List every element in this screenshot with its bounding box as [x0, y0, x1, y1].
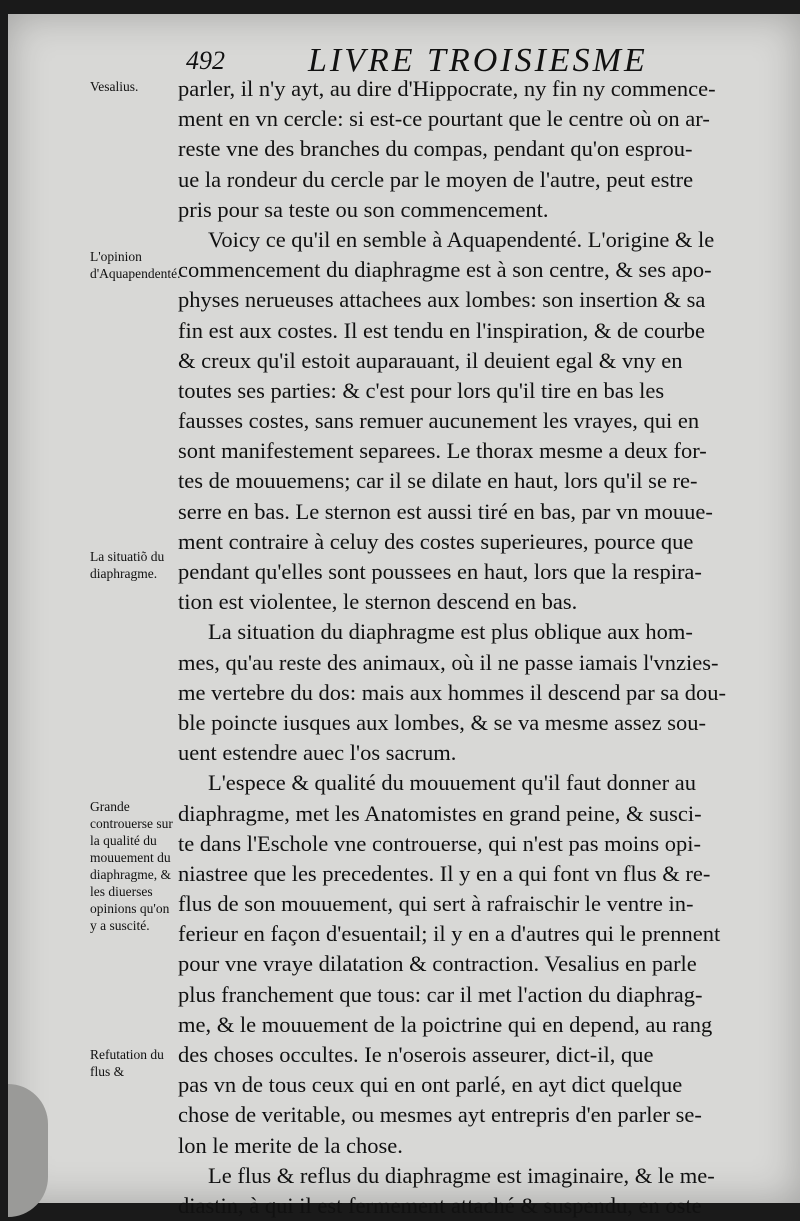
text-line: tion est violentee, le sternon descend en bas.	[178, 589, 578, 615]
margin-note-situation: La situatiõ du diaphragme.	[90, 549, 165, 581]
text-line: & creux qu'il estoit auparauant, il deuient egal & vny en	[178, 347, 683, 373]
text-line: diastin, à qui il est fermement attaché & suspendu, en oste	[178, 1192, 702, 1218]
text-line: physes nerueuses attachees aux lombes: son insertion & sa	[178, 287, 706, 313]
text-line: diaphragme, met les Anatomistes en grand peine, & susci-	[178, 800, 702, 826]
text-line: ferieur en façon d'esuentail; il y en a d'autres qui le prennent	[178, 921, 721, 947]
text-line: Le flus & reflus du diaphragme est imaginaire, & le me-	[208, 1162, 715, 1188]
text-line: L'espece & qualité du mouuement qu'il faut donner au	[208, 770, 696, 796]
text-line: fausses costes, sans remuer aucunement les vrayes, qui en	[178, 408, 700, 434]
body-text	[178, 74, 768, 1221]
text-line: mes, qu'au reste des animaux, où il ne passe iamais l'vnzies-	[178, 649, 719, 675]
text-line: parler, il n'y ayt, au dire d'Hippocrate, ny fin ny commence-	[178, 76, 716, 101]
text-line: fin est aux costes. Il est tendu en l'inspiration, & de courbe	[178, 317, 706, 343]
margin-note-aquapendente: L'opinion d'Aquapendenté.	[90, 249, 181, 281]
text-line: chose de veritable, ou mesmes ayt entrepris d'en parler se-	[178, 1102, 702, 1128]
margin-note-vesalius: Vesalius.	[90, 79, 139, 94]
text-line: pris pour sa teste ou son commencement.	[178, 196, 549, 222]
text-line: ue la rondeur du cercle par le moyen de l'autre, peut estre	[178, 166, 694, 192]
text-line: pas vn de tous ceux qui en ont parlé, en ayt dict quelque	[178, 1072, 683, 1098]
text-line: me, & le mouuement de la poictrine qui en depend, au rang	[178, 1011, 713, 1037]
text-line: reste vne des branches du compas, pendant qu'on esprou-	[178, 136, 693, 162]
text-line: pendant qu'elles sont poussees en haut, lors que la respira-	[178, 559, 702, 584]
text-line: plus franchement que tous: car il met l'action du diaphrag-	[178, 981, 703, 1007]
text-line: niastree que les precedentes. Il y en a qui font vn flus & re-	[178, 860, 711, 886]
text-line: sont manifestement separees. Le thorax mesme a deux for-	[178, 438, 707, 464]
text-line: ble poincte iusques aux lombes, & se va mesme assez sou-	[178, 709, 707, 735]
margin-note-controverse: Grande controuerse sur la qualité du mouuement du diaphragme, & les diuerses opinions qu'on y a suscité.	[90, 799, 173, 933]
chapter-title: LIVRE TROISIESME	[308, 42, 648, 79]
text-line: commencement du diaphragme est à son centre, & ses apo-	[178, 257, 712, 283]
page-number: 492	[186, 46, 225, 75]
text-line: Voicy ce qu'il en semble à Aquapendenté. L'origine & le	[208, 226, 715, 252]
text-line: serre en bas. Le sternon est aussi tiré en bas, par vn mouue-	[178, 498, 713, 524]
text-line: toutes ses parties: & c'est pour lors qu'il tire en bas les	[178, 377, 665, 403]
text-line: La situation du diaphragme est plus oblique aux hom-	[208, 619, 693, 645]
text-line: ment contraire à celuy des costes superieures, pource que	[178, 528, 694, 554]
text-line: te dans l'Eschole vne controuerse, qui n'est pas moins opi-	[178, 830, 701, 856]
text-line: lon le merite de la chose.	[178, 1132, 403, 1158]
text-line: pour vne vraye dilatation & contraction. Vesalius en parle	[178, 951, 697, 977]
thumb	[8, 1084, 48, 1217]
text-line: uent estendre auec l'os sacrum.	[178, 740, 457, 766]
text-line: tes de mouuemens; car il se dilate en haut, lors qu'il se re-	[178, 468, 698, 494]
text-line: ment en vn cercle: si est-ce pourtant que le centre où on ar-	[178, 106, 710, 132]
text-line: des choses occultes. Ie n'oserois asseurer, dict-il, que	[178, 1042, 654, 1067]
text-line: me vertebre du dos: mais aux hommes il descend par sa dou-	[178, 679, 726, 705]
margin-note-refutation: Refutation du flus &	[90, 1047, 164, 1079]
text-line: flus de son mouuement, qui sert à rafraischir le ventre in-	[178, 891, 694, 917]
